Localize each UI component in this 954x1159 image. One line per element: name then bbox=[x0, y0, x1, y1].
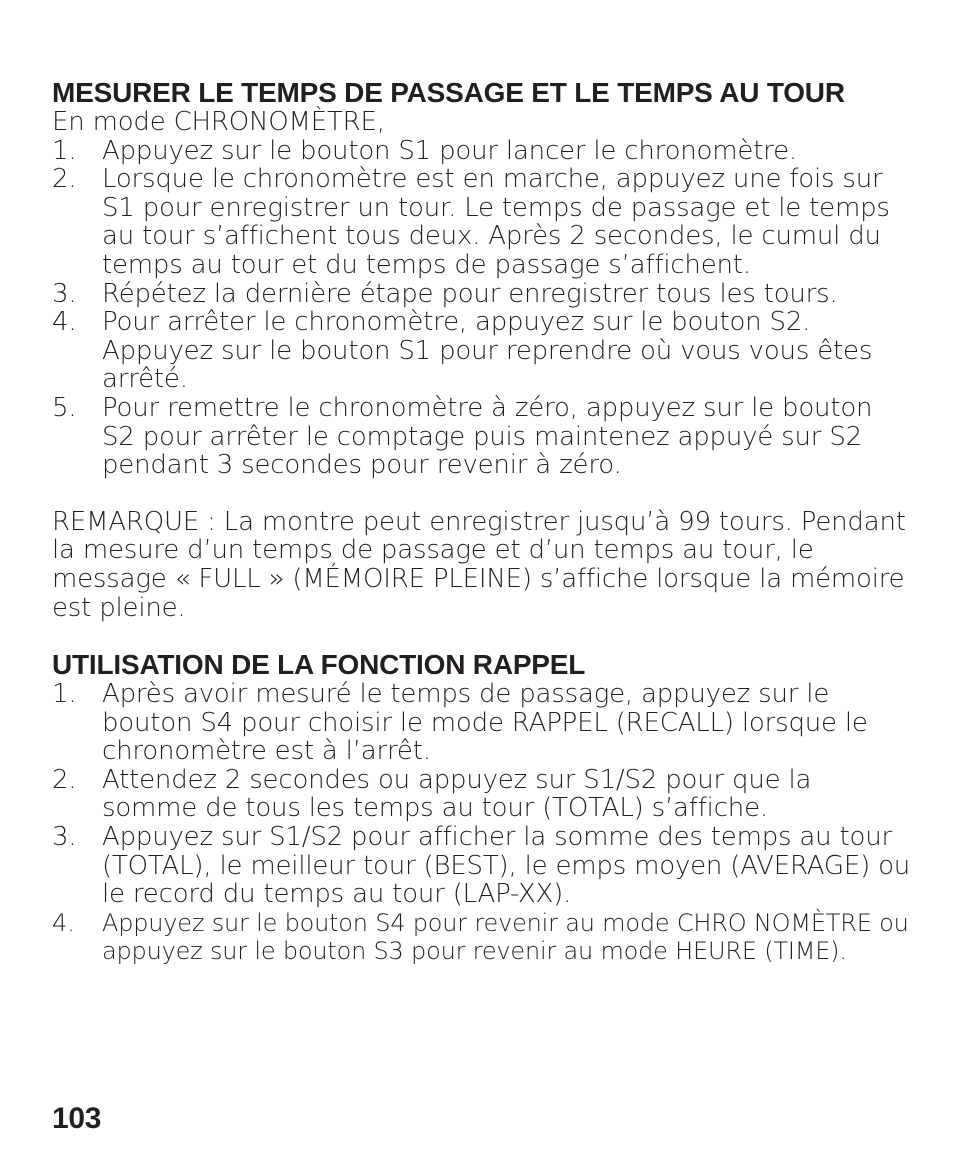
step-number: 3. bbox=[52, 278, 77, 309]
step-number: 2. bbox=[52, 164, 77, 195]
list-item bbox=[52, 165, 912, 279]
list-item bbox=[52, 137, 912, 166]
step-number: 4. bbox=[52, 307, 77, 338]
recall-steps bbox=[52, 680, 912, 966]
step-text: Attendez 2 secondes ou appuyez sur S1/S2 pour que la somme de tous les temps au tour (TOTAL) s’affiche. bbox=[102, 764, 812, 824]
list-item bbox=[52, 680, 912, 766]
list-item bbox=[52, 909, 912, 966]
section-heading-recall: UTILISATION DE LA FONCTION RAPPEL bbox=[52, 649, 586, 681]
step-text: Lorsque le chronomètre est en marche, appuyez une fois sur S1 pour enregistrer un tour. Le temps de passage et le temps au tour s’affichent tous deux. Après 2 secondes, le cumul du temps au tour et du temps de passage s’affichent. bbox=[102, 164, 890, 280]
step-number: 5. bbox=[52, 392, 77, 423]
spacer bbox=[52, 480, 912, 508]
mode-intro: En mode CHRONOMÈTRE, bbox=[52, 107, 385, 137]
list-item bbox=[52, 280, 912, 309]
step-text: Pour remettre le chronomètre à zéro, appuyez sur le bouton S2 pour arrêter le comptage puis maintenez appuyé sur S2 pendant 3 secondes pour revenir à zéro. bbox=[102, 392, 873, 481]
step-text: Après avoir mesuré le temps de passage, appuyez sur le bouton S4 pour choisir le mode RAPPEL (RECALL) lorsque le chronomètre est à l’arrêt. bbox=[102, 679, 868, 767]
step-text: Appuyez sur le bouton S1 pour lancer le chronomètre. bbox=[102, 135, 797, 166]
step-number: 2. bbox=[52, 764, 77, 795]
step-text: Répétez la dernière étape pour enregistrer tous les tours. bbox=[102, 278, 838, 309]
list-item bbox=[52, 766, 912, 823]
step-text: Pour arrêter le chronomètre, appuyez sur le bouton S2. Appuyez sur le bouton S1 pour reprendre où vous vous êtes arrêté. bbox=[102, 307, 873, 395]
list-item bbox=[52, 823, 912, 909]
step-number: 1. bbox=[52, 135, 77, 166]
step-text: Appuyez sur le bouton S4 pour revenir au mode CHRO NOMÈTRE ou appuyez sur le bouton S3 pour revenir au mode HEURE (TIME). bbox=[102, 908, 909, 966]
section-heading-lap-time: MESURER LE TEMPS DE PASSAGE ET LE TEMPS AU TOUR bbox=[52, 77, 845, 108]
note-text: REMARQUE : La montre peut enregistrer jusqu’à 99 tours. Pendant la mesure d’un temps de passage et d’un temps au tour, le message « FULL » (MÉMOIRE PLEINE) s’affiche lorsque la mémoire est pleine. bbox=[52, 506, 906, 623]
step-number: 3. bbox=[52, 822, 77, 853]
list-item bbox=[52, 394, 912, 480]
spacer bbox=[52, 622, 912, 650]
lap-time-steps bbox=[52, 137, 912, 480]
note-block bbox=[52, 508, 912, 622]
step-number: 4. bbox=[52, 908, 75, 937]
list-item bbox=[52, 308, 912, 394]
manual-page bbox=[52, 78, 912, 966]
step-number: 1. bbox=[52, 679, 77, 710]
step-text: Appuyez sur S1/S2 pour afficher la somme des temps au tour (TOTAL), le meilleur tour (BEST), le emps moyen (AVERAGE) ou le record du temps au tour (LAP-XX). bbox=[102, 822, 911, 910]
page-number: 103 bbox=[52, 1102, 102, 1135]
